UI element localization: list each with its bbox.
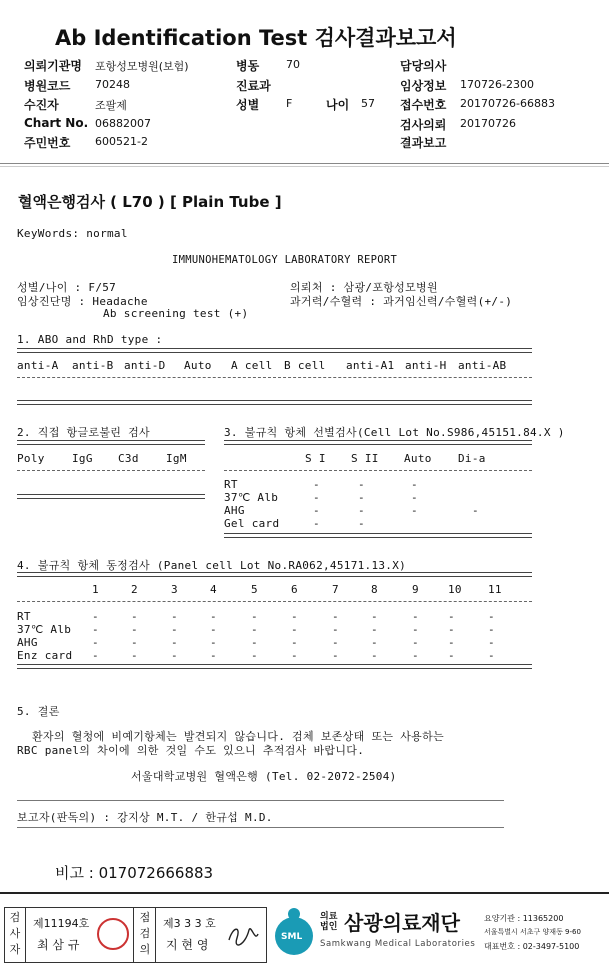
panel-row-label: RT: [17, 610, 31, 623]
screen-title: 3. 불규칙 항체 선별검사(Cell Lot No.S986,45151.84.X ): [224, 426, 565, 439]
panel-cell: -: [488, 610, 495, 623]
panel-mid-rule: [17, 601, 532, 602]
value-age: 57: [361, 97, 375, 110]
panel-cell: -: [251, 649, 258, 662]
screen-cell: -: [358, 478, 365, 491]
panel-bottom-rule: [17, 664, 532, 669]
panel-cell: -: [412, 649, 419, 662]
dat-col: C3d: [118, 452, 139, 465]
panel-cell: -: [131, 623, 138, 636]
label-doctor: 담당의사: [400, 59, 447, 73]
panel-cell: -: [171, 623, 178, 636]
panel-cell: -: [171, 636, 178, 649]
logo-text: SML: [281, 932, 303, 942]
abo-col: anti-D: [124, 359, 166, 372]
org-prefix: 의료법인: [320, 912, 338, 932]
screen-row-label: 37℃ Alb: [224, 491, 279, 504]
signature-box: [4, 907, 267, 963]
screen-cell: -: [313, 478, 320, 491]
abo-bottom-rule: [17, 400, 532, 405]
reporter-bottom-rule: [17, 827, 504, 828]
seal-stamp: [97, 918, 129, 950]
conclusion-line-1: 환자의 혈청에 비예기항체는 발견되지 않습니다. 검체 보존상태 또는 사용하는: [32, 730, 444, 743]
panel-cell: -: [131, 610, 138, 623]
keywords: KeyWords: normal: [17, 227, 128, 240]
screen-cell: -: [472, 504, 479, 517]
label-sex: 성별: [236, 98, 260, 112]
screen-cell: -: [411, 504, 418, 517]
panel-col: 2: [131, 583, 138, 596]
panel-col: 6: [291, 583, 298, 596]
reporter-line: 보고자(판독의) : 강지상 M.T. / 한규섭 M.D.: [17, 811, 273, 824]
panel-cell: -: [412, 636, 419, 649]
screen-top-rule: [224, 440, 532, 445]
org-license: 요양기관 : 11365200: [484, 914, 564, 923]
screen-col: S I: [305, 452, 326, 465]
abo-col: anti-A: [17, 359, 59, 372]
label-department: 진료과: [236, 79, 271, 93]
label-clinical-info: 임상정보: [400, 79, 447, 93]
org-tel: 대표번호 : 02-3497-5100: [484, 942, 580, 951]
label-receipt-no: 접수번호: [400, 98, 447, 112]
panel-cell: -: [371, 636, 378, 649]
panel-cell: -: [412, 623, 419, 636]
dat-col: IgM: [166, 452, 187, 465]
panel-row-label: AHG: [17, 636, 38, 649]
panel-cell: -: [92, 636, 99, 649]
screen-cell: -: [313, 504, 320, 517]
dat-col: IgG: [72, 452, 93, 465]
abo-mid-rule: [17, 377, 532, 378]
dat-mid-rule: [17, 470, 205, 471]
panel-col: 7: [332, 583, 339, 596]
panel-cell: -: [291, 623, 298, 636]
conclusion-line-2: RBC panel의 차이에 의한 것일 수도 있으니 추적검사 바랍니다.: [17, 744, 365, 757]
value-patient: 조팔제: [95, 99, 127, 112]
abo-col: anti-AB: [458, 359, 507, 372]
label-result-report: 결과보고: [400, 136, 447, 150]
panel-cell: -: [92, 610, 99, 623]
panel-cell: -: [92, 649, 99, 662]
abo-title: 1. ABO and RhD type :: [17, 333, 163, 346]
value-hospital-code: 70248: [95, 78, 130, 91]
abo-col: anti-A1: [346, 359, 395, 372]
diagnosis-detail: Ab screening test (+): [103, 307, 249, 320]
panel-cell: -: [210, 636, 217, 649]
panel-cell: -: [251, 610, 258, 623]
label-ward: 병동: [236, 59, 260, 73]
panel-col: 1: [92, 583, 99, 596]
panel-cell: -: [291, 636, 298, 649]
screen-col: Auto: [404, 452, 432, 465]
panel-title: 4. 불규칙 항체 동정검사 (Panel cell Lot No.RA062,45171.13.X): [17, 559, 407, 572]
screen-cell: -: [411, 478, 418, 491]
section-title: 혈액은행검사 ( L70 ) [ Plain Tube ]: [18, 193, 282, 211]
panel-cell: -: [210, 610, 217, 623]
value-sex: F: [286, 97, 293, 110]
diagnosis: 임상진단명 : Headache: [17, 295, 148, 308]
panel-cell: -: [412, 610, 419, 623]
abo-top-rule: [17, 348, 532, 353]
screen-bottom-rule: [224, 533, 532, 538]
header-divider-2: [0, 166, 609, 167]
abo-col: B cell: [284, 359, 326, 372]
panel-cell: -: [171, 610, 178, 623]
approver-label: 점검의: [139, 911, 151, 956]
footer-rule: [0, 892, 609, 894]
screen-cell: -: [313, 517, 320, 530]
screen-cell: -: [313, 491, 320, 504]
dat-top-rule: [17, 440, 205, 445]
sig-divider: [133, 908, 134, 962]
panel-top-rule: [17, 572, 532, 577]
value-institution: 포항성모병원(보험): [95, 60, 189, 73]
abo-col: anti-H: [405, 359, 447, 372]
panel-cell: -: [488, 623, 495, 636]
panel-col: 10: [448, 583, 462, 596]
panel-cell: -: [291, 610, 298, 623]
inspector-name: 최 삼 규: [37, 938, 80, 952]
dat-col: Poly: [17, 452, 45, 465]
inspector-label: 검사자: [9, 911, 21, 956]
contact-line: 서울대학교병원 혈액은행 (Tel. 02-2072-2504): [131, 770, 397, 783]
label-institution: 의뢰기관명: [24, 59, 82, 73]
panel-col: 3: [171, 583, 178, 596]
panel-cell: -: [332, 610, 339, 623]
signature-scribble: [225, 920, 261, 950]
label-request-date: 검사의뢰: [400, 118, 447, 132]
panel-cell: -: [332, 636, 339, 649]
panel-cell: -: [131, 649, 138, 662]
note: 비고 : 017072666883: [55, 864, 214, 882]
org-english: Samkwang Medical Laboratories: [320, 939, 476, 949]
panel-cell: -: [488, 636, 495, 649]
screen-cell: -: [358, 517, 365, 530]
panel-cell: -: [131, 636, 138, 649]
org-name: 삼광의료재단: [344, 911, 460, 935]
panel-cell: -: [210, 649, 217, 662]
approver-license: 제3 3 3 호: [163, 917, 216, 930]
lab-report-title: IMMUNOHEMATOLOGY LABORATORY REPORT: [172, 254, 398, 266]
org-address: 서울특별시 서초구 양재동 9-60: [484, 928, 581, 936]
transfusion-history: 과거력/수혈력 : 과거임신력/수혈력(+/-): [290, 295, 513, 308]
panel-cell: -: [488, 649, 495, 662]
sig-divider: [25, 908, 26, 962]
dat-bottom-rule: [17, 494, 205, 499]
panel-cell: -: [291, 649, 298, 662]
panel-cell: -: [251, 636, 258, 649]
panel-cell: -: [332, 649, 339, 662]
value-request-date: 20170726: [460, 117, 516, 130]
abo-col: anti-B: [72, 359, 114, 372]
screen-row-label: Gel card: [224, 517, 280, 530]
panel-cell: -: [448, 636, 455, 649]
label-chart-no: Chart No.: [24, 116, 89, 130]
approver-name: 지 현 영: [166, 938, 209, 952]
reporter-top-rule: [17, 800, 504, 801]
panel-cell: -: [448, 623, 455, 636]
value-chart-no: 06882007: [95, 117, 151, 130]
screen-row-label: AHG: [224, 504, 245, 517]
panel-cell: -: [371, 649, 378, 662]
screen-cell: -: [358, 491, 365, 504]
panel-col: 4: [210, 583, 217, 596]
value-ward: 70: [286, 58, 300, 71]
screen-col: S II: [351, 452, 379, 465]
abo-col: Auto: [184, 359, 212, 372]
panel-cell: -: [251, 623, 258, 636]
value-resident-no: 600521-2: [95, 135, 148, 148]
panel-row-label: Enz card: [17, 649, 73, 662]
panel-col: 8: [371, 583, 378, 596]
screen-cell: -: [411, 491, 418, 504]
panel-col: 9: [412, 583, 419, 596]
screen-row-label: RT: [224, 478, 238, 491]
screen-cell: -: [358, 504, 365, 517]
panel-row-label: 37℃ Alb: [17, 623, 72, 636]
label-hospital-code: 병원코드: [24, 79, 71, 93]
panel-cell: -: [371, 623, 378, 636]
panel-cell: -: [448, 649, 455, 662]
panel-cell: -: [371, 610, 378, 623]
label-patient: 수진자: [24, 98, 59, 112]
report-title: Ab Identification Test 검사결과보고서: [55, 26, 457, 50]
label-resident-no: 주민번호: [24, 136, 71, 150]
panel-cell: -: [210, 623, 217, 636]
sig-divider: [155, 908, 156, 962]
label-age: 나이: [326, 98, 350, 112]
screen-col: Di-a: [458, 452, 486, 465]
dat-title: 2. 직접 항글로불린 검사: [17, 426, 150, 439]
value-receipt-no: 20170726-66883: [460, 97, 555, 110]
screen-mid-rule: [224, 470, 532, 471]
panel-cell: -: [448, 610, 455, 623]
abo-col: A cell: [231, 359, 273, 372]
panel-cell: -: [171, 649, 178, 662]
value-clinical-info: 170726-2300: [460, 78, 534, 91]
conclusion-title: 5. 결론: [17, 705, 60, 718]
sml-logo-icon: [272, 906, 316, 956]
requester: 의뢰처 : 삼광/포항성모병원: [290, 281, 438, 294]
header-divider: [0, 163, 609, 164]
sex-age: 성별/나이 : F/57: [17, 281, 117, 294]
panel-cell: -: [332, 623, 339, 636]
panel-col: 11: [488, 583, 502, 596]
panel-cell: -: [92, 623, 99, 636]
inspector-license: 제11194호: [33, 917, 90, 930]
panel-col: 5: [251, 583, 258, 596]
